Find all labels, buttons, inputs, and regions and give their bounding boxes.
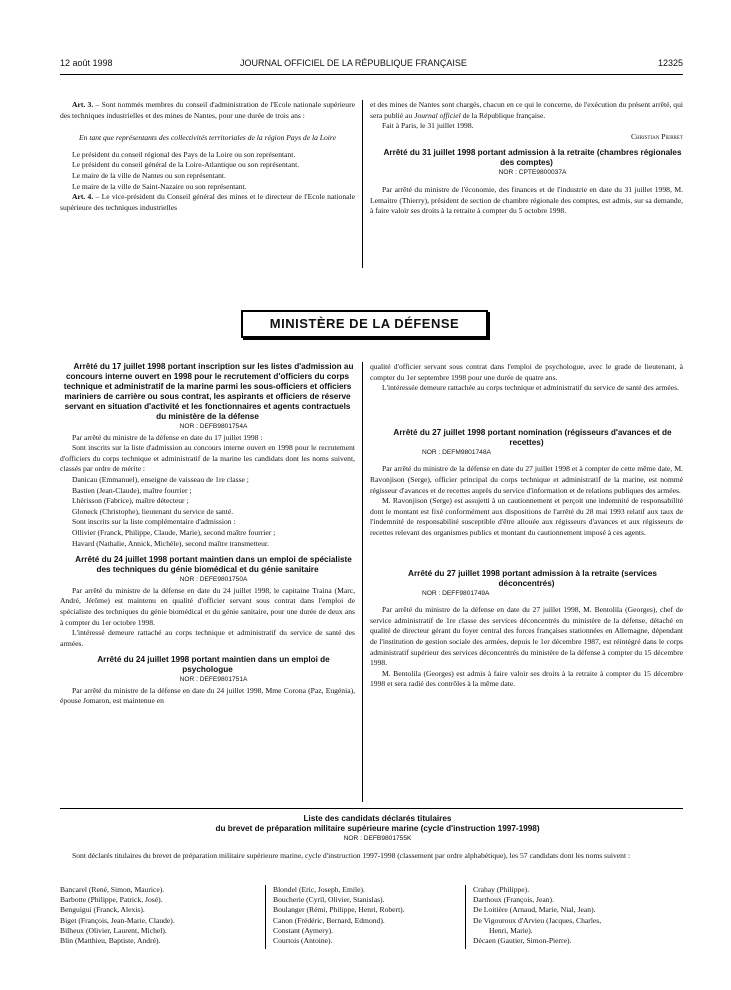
candidate-name: Bancarel (René, Simon, Maurice). [60,885,165,894]
bottom-section [60,814,683,861]
names-column-1 [60,885,260,946]
candidate-name: Blin (Matthieu, Baptiste, André). [60,936,161,946]
signed-place-date: Fait à Paris, le 31 juillet 1998. [382,121,474,131]
column-divider [265,885,266,949]
header-page-number: 12325 [657,58,683,68]
candidate-name: Biget (François, Jean-Marie, Claude). [60,915,175,925]
decree-title: Arrêté du 24 juillet 1998 portant maintien dans un emploi de psychologue [97,655,330,675]
decree-title: Arrêté du 27 juillet 1998 portant nomination (régisseurs d'avances et de recettes) [393,427,672,447]
decree-title: Arrêté du 27 juillet 1998 portant admission à la retraite (services déconcentrés) [408,568,657,588]
candidate-name: Darthoux (François, Jean). [473,895,554,905]
list-nor: NOR : DEFB9801755K [343,835,412,842]
column-divider [465,885,466,949]
list-item: Danicau (Emmanuel), enseigne de vaisseau de 1re classe ; [72,474,249,484]
paragraph: L'intéressée demeure rattachée au corps technique et administratif du service de santé des armées. [382,383,679,393]
header-journal-title: JOURNAL OFFICIEL DE LA RÉPUBLIQUE FRANÇAISE [240,58,467,68]
art4-label: Art. 4. [72,192,94,202]
paragraph: M. Bentolila (Georges) est admis à faire valoir ses droits à la retraite à compter du 15 décembre 1998 et sera radié des contrôles à la même date. [370,668,683,689]
list-title-line2: du brevet de préparation militaire supérieure marine (cycle d'instruction 1997-1998) [215,824,540,833]
candidate-name: Courtois (Antoine). [273,936,333,946]
member-line: Le maire de la ville de Nantes ou son représentant. [72,170,226,180]
candidate-name: Benguigui (Franck, Alexis). [60,905,145,915]
decree-nor: NOR : DEFB9801754A [179,423,248,430]
ministry-heading-box: MINISTÈRE DE LA DÉFENSE [241,310,488,338]
paragraph: Par arrêté du ministre de la défense en date du 27 juillet 1998, M. Bentolila (Georges), chef de service administratif de 1re classe des services déconcentrés du ministère de la défense, détaché en qualité de directeur gérant du foyer central des forces françaises stationnées en Allemagne, dépendant de l'institution de gestion sociale des armées, depuis le 1er décembre 1987, est réintégré dans le corps administratif supérieur des services déconcentrés du ministère de la défense à compter du 15 décembre 1998. [370,605,683,668]
member-line: Le président du conseil régional des Pays de la Loire ou son représentant. [72,149,296,159]
decree-nor: NOR : DEFM9801748A [422,448,491,456]
member-line: Le président du conseil général de la Loire-Atlantique ou son représentant. [72,160,300,170]
candidate-name: Décaen (Gautier, Simon-Pierre). [473,936,572,946]
list-item: Gloneck (Christophe), lieutenant du service de santé. [72,506,234,516]
paragraph: M. Ravonjison (Serge) est assujetti à un cautionnement et perçoit une indemnité de responsabilité dont le montant est fixé conformément aux dispositions de l'arrêté du 28 mai 1993 relatif aux taux de l'indemnité de responsabilité susceptible d'être allouée aux régisseurs d'avances et aux régisseurs de recettes relevant des organismes publics et montant du cautionnement imposé à ces agents. [370,496,683,537]
candidate-name: Boulanger (Rémi, Philippe, Henri, Robert). [273,905,405,915]
art3-text: – Sont nommés membres du conseil d'administration de l'Ecole nationale supérieure des techniques industrielles et des mines de Nantes, pour une durée de trois ans : [60,100,355,120]
decree-nor: NOR : DEFE9801751A [179,676,248,684]
art3-label: Art. 3. [72,100,94,109]
top-left-column [60,100,355,213]
decree-nor: NOR : DEFF9801749A [422,589,490,597]
paragraph: Par arrêté du ministre de la défense en date du 24 juillet 1998, Mme Corona (Paz, Eugénia), épouse Jomaron, est maintenue en [60,685,355,706]
retirement-decree-nor: NOR : CPTE9800037A [498,169,567,177]
list-item: Ollivier (Franck, Philippe, Claude, Marie), second maître fourrier ; [72,527,276,537]
list-item: Havard (Nathalie, Annick, Michèle), second maître transmetteur. [72,538,269,548]
candidate-name: Barbotte (Philippe, Patrick, José). [60,895,163,905]
journal-name: Journal officiel [414,110,461,120]
candidate-name: Blondel (Eric, Joseph, Emile). [273,885,365,894]
continuation-end: de la République française. [460,110,546,120]
column-divider [362,100,363,268]
list-item: Lhérisson (Fabrice), maître détecteur ; [72,496,189,506]
decree-title: Arrêté du 24 juillet 1998 portant maintien dans un emploi de spécialiste des techniques du génie biomédical et du génie sanitaire [75,555,352,575]
continuation-text: et des mines de Nantes sont chargés, chacun en ce qui le concerne, de l'exécution du présent arrêté, qui sera publié au [370,100,683,120]
section-rule [60,808,683,809]
top-right-column [370,100,683,217]
paragraph: L'intéressé demeure rattaché au corps technique et administratif du service de santé des armées. [60,628,355,648]
candidate-name: De Loitière (Arnaud, Marie, Nial, Jean). [473,905,596,915]
decree-title: Arrêté du 17 juillet 1998 portant inscription sur les listes d'admission au concours interne ouvert en 1998 pour le recrutement d'officiers du corps technique et administratif de la marine parmi les sous-officiers et officiers mariniers de carrière ou sous contrat, les aspirants et officiers de réserve servant en situation d'activité et les fonctionnaires et agents contractuels du ministère de la défense [63,362,354,421]
paragraph: Par arrêté du ministre de la défense en date du 27 juillet 1998 et à compter de cette même date, M. Ravonjison (Serge), officier principal du corps technique et administratif de la marine, est nommé régisseur d'avances et de recettes auprès du service d'information et de relations publiques des armées. [370,464,683,495]
paragraph: qualité d'officier servant sous contrat dans l'emploi de psychologue, avec le grade de lieutenant, à compter du 1er septembre 1998 pour une durée de quatre ans. [370,362,683,382]
paragraph: Par arrêté du ministre de la défense en date du 24 juillet 1998, le capitaine Traina (Marc, André, Jérôme) est maintenu en qualité d'officier servant sous contrat dans l'emploi de spécialiste des techniques du génie biomédical et du génie sanitaire, pour une durée de deux ans à compter du 1er octobre 1998. [60,585,355,627]
candidate-name: Crahay (Philippe). [473,885,530,894]
names-column-3 [473,885,683,946]
list-intro: Sont déclarés titulaires du brevet de préparation militaire supérieure marine, cycle d'instruction 1997-1998 (classement par ordre alphabétique), les 57 candidats dont les noms suivent : [72,850,631,860]
header-date: 12 août 1998 [60,58,113,68]
section-heading: En tant que représentants des collectivités territoriales de la région Pays de la Loire [79,133,336,143]
retirement-decree-text: Par arrêté du ministre de l'économie, des finances et de l'industrie en date du 31 juillet 1998, M. Lemaitre (Thierry), président de section de chambre régionale des comptes, est admis, sur sa demande, à faire valoir ses droits à la retraite à compter du 5 octobre 1998. [370,184,683,216]
candidate-name: Boucherie (Cyril, Olivier, Stanislas). [273,895,385,905]
paragraph: Sont inscrits sur la liste d'admission au concours interne ouvert en 1998 pour le recrutement d'officiers du corps technique et administratif de la marine les candidats dont les noms suivent, classés par ordre de mérite : [60,443,355,474]
candidate-name: Canon (Frédéric, Bernard, Edmond). [273,915,385,925]
list-item: Bastien (Jean-Claude), maître fourrier ; [72,485,192,495]
candidate-name: De Vigouroux d'Arvieu (Jacques, Charles, [473,915,602,925]
decree-nor: NOR : DEFE9801750A [179,576,248,584]
art4-text: – Le vice-président du Conseil général des mines et le directeur de l'Ecole nationale supérieure des techniques industrielles [60,192,355,212]
retirement-decree-title: Arrêté du 31 juillet 1998 portant admission à la retraite (chambres régionales des comptes) [383,148,682,168]
defense-right-column [370,362,683,690]
paragraph: Par arrêté du ministre de la défense en date du 17 juillet 1998 : [72,432,263,442]
defense-left-column [60,362,355,707]
candidate-name: Henri, Marie). [489,925,533,935]
member-line: Le maire de la ville de Saint-Nazaire ou son représentant. [72,181,247,191]
candidate-name: Constant (Aymery). [273,925,334,935]
signature: Christian Pierret [630,131,683,141]
header-rule [60,74,683,75]
list-title-line1: Liste des candidats déclarés titulaires [303,814,452,823]
candidate-name: Bilheux (Olivier, Laurent, Michel). [60,925,167,935]
page-header [60,58,683,70]
paragraph: Sont inscrits sur la liste complémentaire d'admission : [72,517,236,527]
column-divider [362,362,363,802]
names-column-2 [273,885,463,946]
